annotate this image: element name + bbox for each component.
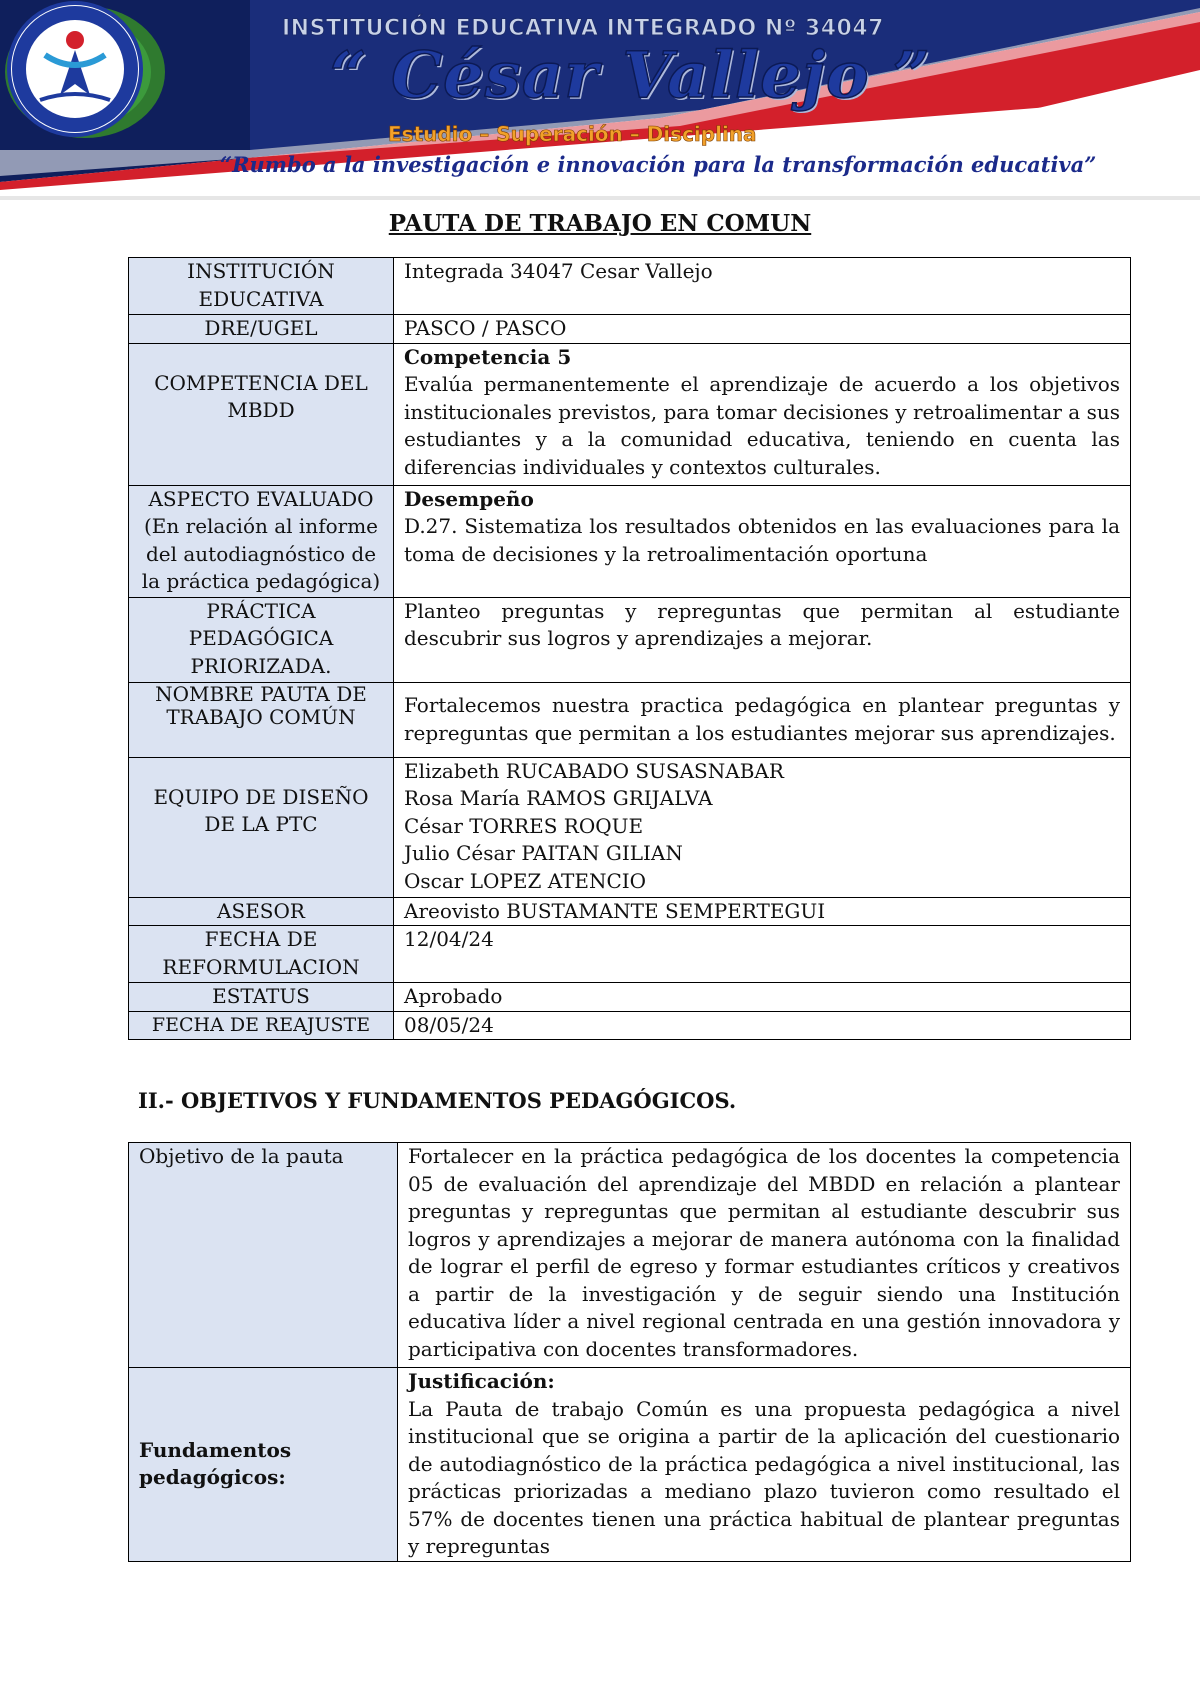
row-value-fundamentos: [398, 1368, 1131, 1562]
table-row: [129, 597, 1131, 682]
row-value-equipo: [394, 757, 1131, 897]
team-member: Rosa María RAMOS GRIJALVA: [404, 786, 713, 810]
table-row: [129, 485, 1131, 597]
row-value-nombre-pauta: Fortalecemos nuestra practica pedagógica en plantear preguntas y repreguntas que permitan a los estudiantes mejorar sus aprendizajes.: [394, 682, 1131, 757]
team-member: Elizabeth RUCABADO SUSASNABAR: [404, 758, 784, 783]
table-row: [129, 258, 1131, 315]
row-value-competencia: [394, 343, 1131, 485]
row-value-fecha-reformulacion: 12/04/24: [394, 926, 1131, 983]
document-title: PAUTA DE TRABAJO EN COMUN: [388, 210, 812, 237]
row-value-dre: PASCO / PASCO: [394, 315, 1131, 344]
table-row: [129, 315, 1131, 344]
row-label-fecha-reformulacion: FECHA DE REFORMULACION: [129, 926, 394, 983]
table-row: [129, 1011, 1131, 1040]
section-heading: II.- OBJETIVOS Y FUNDAMENTOS PEDAGÓGICOS.: [138, 1088, 737, 1113]
table-row: [129, 682, 1131, 757]
row-value-practica: Planteo preguntas y repreguntas que permitan al estudiante descubrir sus logros y aprendizajes a mejorar.: [394, 597, 1131, 682]
row-value-objetivo: Fortalecer en la práctica pedagógica de los docentes la competencia 05 de evaluación del aprendizaje del MBDD en relación a plantear preguntas y repreguntas que permitan al estudiante descubrir sus logros y aprendizajes a mejorar de manera autónoma con la finalidad de lograr el perfil de egreso y formar estudiantes críticos y creativos a partir de la investigación y de seguir siendo una Institución educativa líder a nivel regional centrada en una gestión innovadora y participativa con docentes transformadores.: [398, 1143, 1131, 1368]
justificacion-text: La Pauta de trabajo Común es una propuesta pedagógica a nivel institucional que se origina a partir de la aplicación del cuestionario de autodiagnóstico de la práctica pedagógica a nivel institucional, las prácticas priorizadas a mediano plazo tuvieron como resultado el 57% de docentes tienen una práctica habitual de plantear preguntas y repreguntas: [408, 1396, 1120, 1558]
row-label-fundamentos: Fundamentos pedagógicos:: [129, 1368, 398, 1562]
aspecto-heading: Desempeño: [404, 486, 534, 511]
table-row: [129, 1143, 1131, 1368]
row-label-objetivo: Objetivo de la pauta: [129, 1143, 398, 1368]
row-label-equipo: EQUIPO DE DISEÑO DE LA PTC: [129, 757, 394, 897]
row-value-institucion: Integrada 34047 Cesar Vallejo: [394, 258, 1131, 315]
competencia-heading: Competencia 5: [404, 344, 572, 369]
justificacion-heading: Justificación:: [408, 1369, 555, 1393]
school-slogan: “Rumbo a la investigación e innovación para la transformación educativa”: [220, 152, 1097, 177]
school-name: “ César Vallejo ”: [330, 38, 931, 113]
header-banner: [0, 0, 1200, 200]
school-motto: Estudio – Superación – Disciplina: [388, 122, 757, 146]
aspecto-text: D.27. Sistematiza los resultados obtenidos en las evaluaciones para la toma de decisiones y la retroalimentación oportuna: [404, 514, 1120, 566]
competencia-text: Evalúa permanentemente el aprendizaje de acuerdo a los objetivos institucionales previstos, para tomar decisiones y retroalimentar a sus estudiantes y a la comunidad educativa, teniendo en cuenta las diferencias individuales y contextos culturales.: [404, 372, 1120, 479]
row-label-fecha-reajuste: FECHA DE REAJUSTE: [129, 1011, 394, 1040]
row-value-asesor: Areovisto BUSTAMANTE SEMPERTEGUI: [394, 897, 1131, 926]
table-row: [129, 897, 1131, 926]
team-member: Julio César PAITAN GILIAN: [404, 841, 683, 865]
institution-name: INSTITUCIÓN EDUCATIVA INTEGRADO Nº 34047: [282, 16, 884, 41]
row-label-competencia: COMPETENCIA DEL MBDD: [129, 343, 394, 485]
table-row: [129, 926, 1131, 983]
table-row: [129, 1368, 1131, 1562]
table-row: [129, 983, 1131, 1012]
row-label-practica: PRÁCTICA PEDAGÓGICA PRIORIZADA.: [129, 597, 394, 682]
row-label-dre: DRE/UGEL: [129, 315, 394, 344]
team-member: César TORRES ROQUE: [404, 813, 644, 838]
row-value-estatus: Aprobado: [394, 983, 1131, 1012]
row-label-institucion: INSTITUCIÓN EDUCATIVA: [129, 258, 394, 315]
row-label-estatus: ESTATUS: [129, 983, 394, 1012]
team-member: Oscar LOPEZ ATENCIO: [404, 868, 647, 893]
row-label-nombre-pauta: NOMBRE PAUTA DE TRABAJO COMÚN: [129, 682, 394, 757]
row-value-aspecto: [394, 485, 1131, 597]
row-label-aspecto: ASPECTO EVALUADO (En relación al informe del autodiagnóstico de la práctica pedagógica): [129, 485, 394, 597]
info-table: [128, 257, 1131, 1040]
table-row: [129, 343, 1131, 485]
row-label-asesor: ASESOR: [129, 897, 394, 926]
ugel-seal-logo: [0, 0, 150, 138]
row-value-fecha-reajuste: 08/05/24: [394, 1011, 1131, 1040]
objectives-table: [128, 1142, 1131, 1562]
table-row: [129, 757, 1131, 897]
